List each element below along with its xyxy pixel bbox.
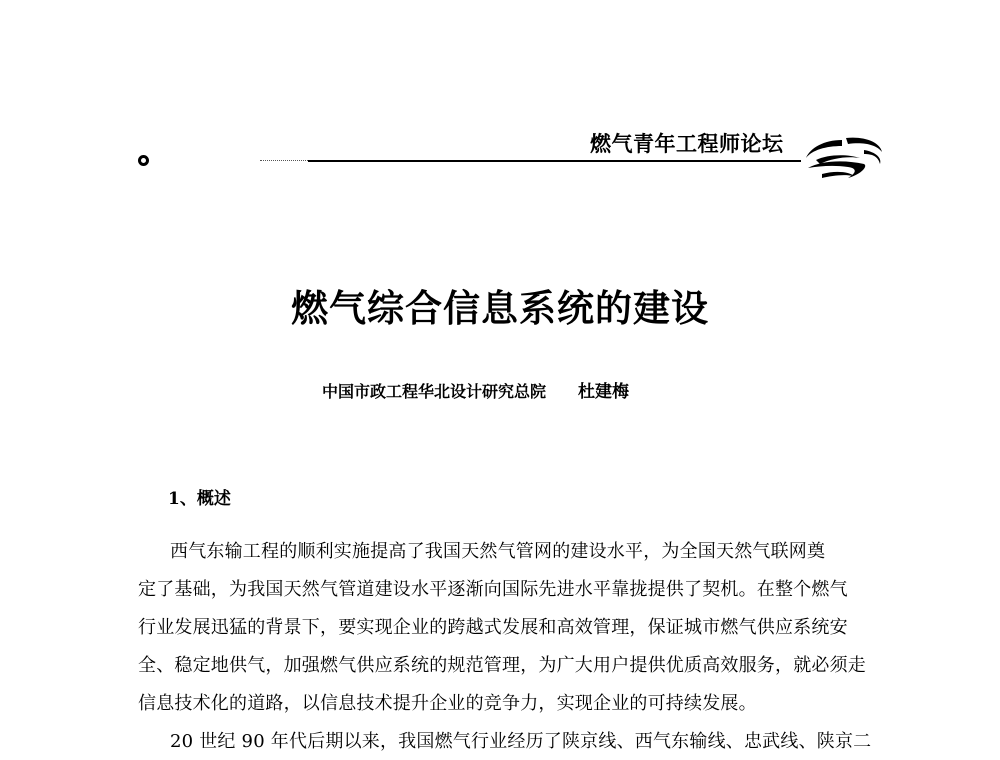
- article-title: 燃气综合信息系统的建设: [291, 286, 709, 330]
- body-line: 全、稳定地供气，加强燃气供应系统的规范管理，为广大用户提供优质高效服务，就必须走: [138, 655, 866, 676]
- body-line: 定了基础，为我国天然气管道建设水平逐渐向国际先进水平靠拢提供了契机。在整个燃气: [138, 579, 848, 600]
- affiliation: 中国市政工程华北设计研究总院: [322, 382, 547, 401]
- author: 杜建梅: [578, 382, 630, 402]
- journal-name: 燃气青年工程师论坛: [590, 132, 784, 156]
- bullet-circle-icon: [138, 155, 149, 166]
- body-line: 信息技术化的道路，以信息技术提升企业的竞争力，实现企业的可持续发展。: [138, 693, 757, 714]
- body-line: 20 世纪 90 年代后期以来，我国燃气行业经历了陕京线、西气东输线、忠武线、陕京二: [170, 731, 872, 752]
- body-line: 西气东输工程的顺利实施提高了我国天然气管网的建设水平，为全国天然气联网奠: [170, 541, 826, 562]
- section-heading: 1、概述: [168, 489, 231, 509]
- header-rule-dotted: [260, 160, 308, 161]
- byline: [322, 377, 629, 402]
- body-line: 行业发展迅猛的背景下，要实现企业的跨越式发展和高效管理，保证城市燃气供应系统安: [138, 617, 848, 638]
- journal-logo-icon: [802, 134, 884, 182]
- header-rule: [308, 160, 801, 162]
